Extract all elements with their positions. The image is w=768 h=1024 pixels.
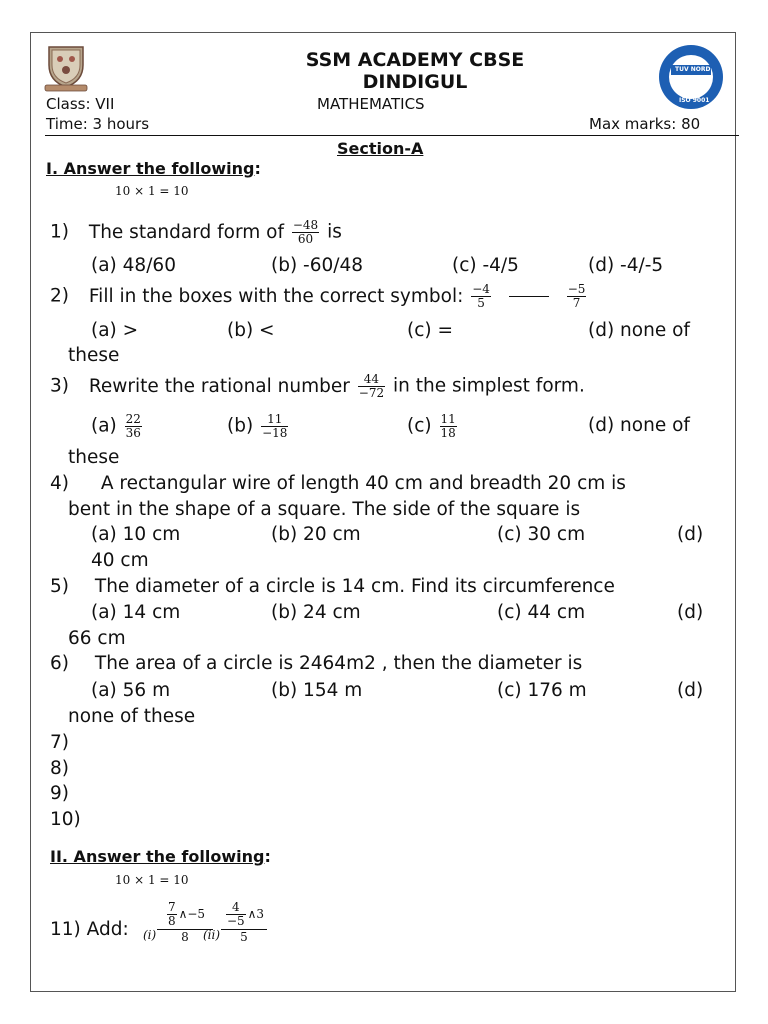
q3-option-d: (d) none of (588, 415, 690, 436)
question-9-number: 9) (50, 783, 69, 804)
q5-continuation: 66 cm (68, 628, 126, 649)
q5-text-line1: The diameter of a circle is 14 cm. Find its circumference (94, 576, 615, 597)
q4-option-a: (a) 10 cm (91, 524, 181, 545)
q6-option-c: (c) 176 m (497, 680, 587, 701)
part1-heading-text: I. Answer the following (46, 159, 255, 178)
section-a-title: Section-A (337, 139, 424, 158)
question-10-number: 10) (50, 809, 81, 830)
q11-label: 11) Add: (50, 919, 129, 940)
q11-i-inner-fraction: $\frac{7}{8}$ (167, 900, 176, 928)
q11-ii-exponent: ∧3 (247, 907, 265, 921)
max-marks-label: Max marks: 80 (589, 115, 701, 133)
q11-i-label: (i) (143, 928, 157, 942)
iso-certification-logo (657, 43, 725, 111)
q6-option-a: (a) 56 m (91, 680, 171, 701)
part2-heading (50, 847, 271, 866)
question-2 (50, 283, 588, 310)
q3-fraction: $\frac{44}{-72}$ (358, 372, 385, 400)
q3-option-c: (c) $\frac{11}{18}$ (407, 412, 456, 440)
q3-option-a: (a) $\frac{22}{36}$ (91, 412, 141, 440)
q1-fraction: $\frac{-48}{60}$ (292, 218, 319, 246)
q6-continuation: none of these (68, 706, 196, 727)
question-6 (50, 653, 582, 674)
q2-fraction-2: $\frac{-5}{7}$ (567, 282, 586, 310)
q6-option-d: (d) (677, 680, 704, 701)
question-7-number: 7) (50, 732, 69, 753)
q5-option-c: (c) 44 cm (497, 602, 586, 623)
school-crest-logo (43, 43, 89, 93)
header-divider (45, 135, 739, 136)
q4-option-d: (d) (677, 524, 704, 545)
question-5 (50, 576, 615, 597)
q3-option-b: (b) $\frac{11}{-18}$ (227, 412, 288, 440)
school-city: DINDIGUL (362, 71, 468, 93)
q3-number: 3) (50, 375, 69, 397)
q11-ii-denominator: 5 (240, 930, 248, 944)
q2-text: Fill in the boxes with the correct symbol: (88, 285, 464, 307)
q6-text-line1: The area of a circle is 2464m2 , then the diameter is (94, 653, 583, 674)
part2-heading-text: II. Answer the following (50, 847, 265, 866)
subject-name: MATHEMATICS (317, 95, 425, 113)
q3-option-c-fraction: $\frac{11}{18}$ (440, 412, 456, 440)
q2-option-c: (c) = (407, 320, 453, 341)
school-name: SSM ACADEMY CBSE (305, 49, 525, 71)
q5-number: 5) (50, 576, 69, 597)
q1-text-after: is (327, 221, 342, 243)
q5-option-d: (d) (677, 602, 704, 623)
part2-heading-colon: : (264, 847, 271, 866)
iso-logo-top-text: TUV NORD (675, 66, 711, 73)
q2-answer-blank (509, 296, 549, 297)
q1-option-c: (c) -4/5 (452, 255, 519, 276)
question-paper (30, 32, 736, 992)
q1-option-d: (d) -4/-5 (588, 255, 664, 276)
q11-i-exponent: ∧−5 (178, 907, 206, 921)
iso-logo-bottom-text: ISO 9001 (679, 97, 710, 104)
q2-number: 2) (50, 285, 69, 307)
question-1 (50, 219, 342, 246)
q4-option-c: (c) 30 cm (497, 524, 586, 545)
question-8-number: 8) (50, 758, 69, 779)
q1-number: 1) (50, 221, 69, 243)
q5-option-a: (a) 14 cm (91, 602, 181, 623)
q3-continuation: these (68, 447, 120, 468)
q2-option-a: (a) > (91, 320, 139, 341)
time-label: Time: 3 hours (46, 115, 150, 133)
q2-option-b: (b) < (227, 320, 275, 341)
q11-i-denominator: 8 (181, 930, 189, 944)
q6-option-b: (b) 154 m (271, 680, 363, 701)
question-4 (50, 473, 626, 494)
q3-option-b-fraction: $\frac{11}{-18}$ (262, 412, 288, 440)
q11-ii-inner-fraction: $\frac{4}{-5}$ (226, 900, 245, 928)
q4-number: 4) (50, 473, 69, 494)
part1-marks: 10 × 1 = 10 (115, 184, 189, 198)
part1-heading-colon: : (254, 159, 261, 178)
q2-fraction-1: $\frac{-4}{5}$ (472, 282, 490, 310)
part1-heading (46, 159, 261, 178)
q4-continuation: 40 cm (91, 550, 149, 571)
q3-option-a-fraction: $\frac{22}{36}$ (125, 412, 141, 440)
q3-text: Rewrite the rational number (88, 375, 350, 397)
q1-option-b: (b) -60/48 (271, 255, 364, 276)
q2-option-d: (d) none of (588, 320, 690, 341)
q3-text-after: in the simplest form. (392, 375, 585, 397)
q11-ii-expression (221, 901, 267, 944)
q11-ii-label: (ii) (203, 928, 221, 942)
q5-option-b: (b) 24 cm (271, 602, 361, 623)
q1-option-a: (a) 48/60 (91, 255, 176, 276)
q4-option-b: (b) 20 cm (271, 524, 361, 545)
q1-text: The standard form of (88, 221, 284, 243)
question-3 (50, 373, 585, 400)
q6-number: 6) (50, 653, 69, 674)
q4-text-line1: A rectangular wire of length 40 cm and breadth 20 cm is (100, 473, 626, 494)
class-label: Class: VII (46, 95, 115, 113)
part2-marks: 10 × 1 = 10 (115, 873, 189, 887)
q4-text-line2: bent in the shape of a square. The side of the square is (68, 499, 581, 520)
q2-continuation: these (68, 345, 120, 366)
